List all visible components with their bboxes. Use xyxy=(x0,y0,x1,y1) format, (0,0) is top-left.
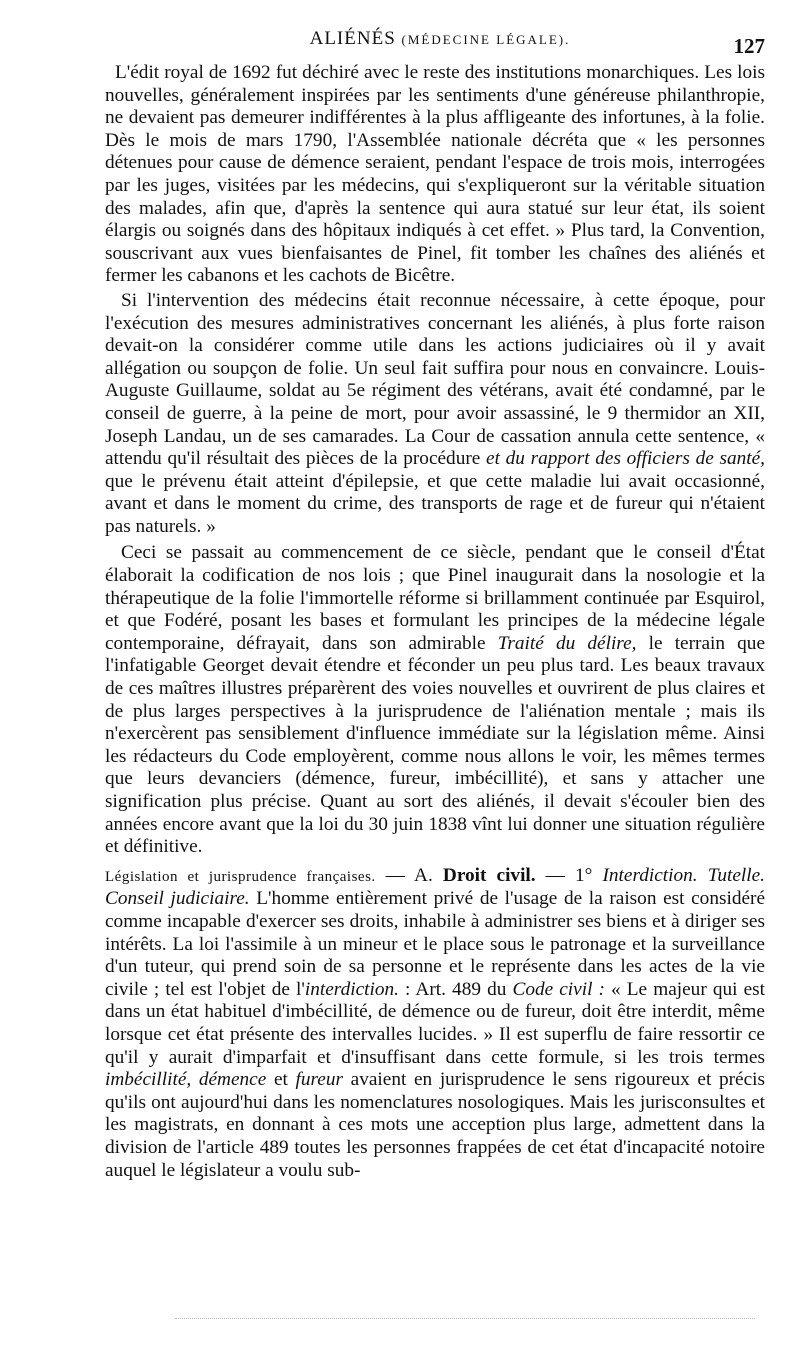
paragraph-4-italic-5: fureur xyxy=(295,1069,344,1091)
paragraph-4-italic-4: imbécillité, démence xyxy=(105,1069,267,1091)
subsection-heading: Droit civil. xyxy=(442,864,536,886)
paragraph-3-text-b: le terrain que l'infatigable Georget devait étendre et féconder un peu plus tard. Les beaux travaux de ces maîtres illustres préparèrent des voies nouvelles et ouvrirent de plus claires et de plus larges perspectives à la jurisprudence de l'aliénation mentale ; mais ils n'exercèrent pas sensiblement d'influence immédiate sur la législation même. Ainsi les rédacteurs du Code employèrent, comme nous allons le voir, les mêmes termes que leurs devanciers (démence, fureur, imbécillité), et sans y attacher une signification plus précise. Quant au sort des aliénés, il devait s'écouler bien des années encore avant que la loi du 30 juin 1838 vînt lui donner une situation régulière et définitive. xyxy=(105,632,765,858)
running-title xyxy=(110,28,770,50)
paragraph-2-italic-1: et du rapport des officiers de santé, xyxy=(486,448,765,470)
paragraph-3 xyxy=(105,542,765,858)
paragraph-4 xyxy=(105,865,765,1182)
body-text xyxy=(105,62,765,1182)
paragraph-4-text-e: « Le majeur qui est dans un état habituel d'imbécillité, de démence ou de fureur, doit être interdit, même lorsque cet état présente des intervalles lucides. » Il est superflu de faire ressortir ce qu'il y aurait d'imparfait et d'insuffisant dans cette formule, si les trois termes xyxy=(105,978,765,1068)
paragraph-4-text-a: — A. xyxy=(375,864,443,886)
running-head xyxy=(110,28,770,56)
footer-rule xyxy=(175,1318,755,1320)
paragraph-1: L'édit royal de 1692 fut déchiré avec le reste des institutions monarchiques. Les lois nouvelles, généralement inspirées par les sentiments d'une généreuse philanthropie, ne devaient pas demeurer indifférentes à la plus affligeante des infortunes, à la folie. Dès le mois de mars 1790, l'Assemblée nationale décréta que « les personnes détenues pour cause de démence seraient, pendant l'espace de trois mois, interrogées par les juges, visitées par les médecins, qui s'expliqueront sur la véritable situation des malades, afin que, d'après la sentence qui aura statué sur leur état, ils soient élargis ou soignés dans des hôpitaux indiqués à cet effet. » Plus tard, la Convention, souscrivant aux vues bienfaisantes de Pinel, fit tomber les chaînes des aliénés et fermer les cabanons et les cachots de Bicêtre. xyxy=(105,62,765,287)
paragraph-4-text-f: et xyxy=(266,1069,296,1091)
paragraph-4-text-d: : Art. 489 du xyxy=(398,978,513,1000)
paragraph-3-italic-1: Traité du délire, xyxy=(497,632,637,654)
paragraph-4-text-c: L'homme entièrement privé de l'usage de la raison est considéré comme incapable d'exercer ses droits, inhabile à administrer ses biens et à diriger ses intérêts. La loi l'assimile à un mineur et le place sous le patronage et la surveillance d'un tuteur, qui prend soin de sa personne et le représente dans les actes de la vie civile ; tel est l'objet de l' xyxy=(105,888,766,1000)
paragraph-4-italic-3: Code civil : xyxy=(512,978,605,1000)
paragraph-4-italic-1: Interdiction. Tutelle. Conseil judiciaire. xyxy=(105,864,766,910)
paragraph-2-text-b: que le prévenu était atteint d'épilepsie, et que cette maladie lui avait occasionné, avant et dans le moment du crime, des transports de rage et de fureur qui n'étaient pas naturels. » xyxy=(105,470,765,537)
paragraph-2-text-a: Si l'intervention des médecins était reconnue nécessaire, à cette époque, pour l'exécution des mesures administratives concernant les aliénés, à plus forte raison devait-on la considérer comme utile dans les actions judiciaires où il y avait allégation ou soupçon de folie. Un seul fait suffira pour nous en convaincre. Louis-Auguste Guillaume, soldat au 5e régiment des vétérans, avait été condamné, par le conseil de guerre, à la peine de mort, pour avoir assassiné, le 9 thermidor an XII, Joseph Landau, un de ses camarades. La Cour de cassation annula cette sentence, « attendu qu'il résultait des pièces de la procédure xyxy=(105,289,765,470)
paragraph-3-text-a: Ceci se passait au commencement de ce siècle, pendant que le conseil d'État élaborait la codification de nos lois ; que Pinel inaugurait dans la nosologie et la thérapeutique de la folie l'immortelle réforme si brillamment continuée par Esquirol, et que Fodéré, posant les bases et formulant les principes de la médecine légale contemporaine, défrayait, dans son admirable xyxy=(105,542,765,654)
paragraph-4-text-g: avaient en jurisprudence le sens rigoureux et précis qu'ils ont aujourd'hui dans les nomenclatures nosologiques. Mais les jurisconsultes et les magistrats, en donnant à ces mots une acception plus large, admettent dans la division de l'article 489 toutes les personnes frappées de cet état d'incapacité notoire auquel le législateur a voulu sub- xyxy=(105,1069,766,1181)
paragraph-4-italic-2: interdiction. xyxy=(304,978,399,1000)
paragraph-2 xyxy=(105,290,765,539)
section-heading: Législation et jurisprudence françaises. xyxy=(105,868,376,885)
paragraph-4-text-b: — 1° xyxy=(535,864,603,886)
running-title-sub: (MÉDECINE LÉGALE). xyxy=(401,32,571,47)
running-title-main: ALIÉNÉS xyxy=(309,28,396,49)
page-number: 127 xyxy=(733,34,765,58)
